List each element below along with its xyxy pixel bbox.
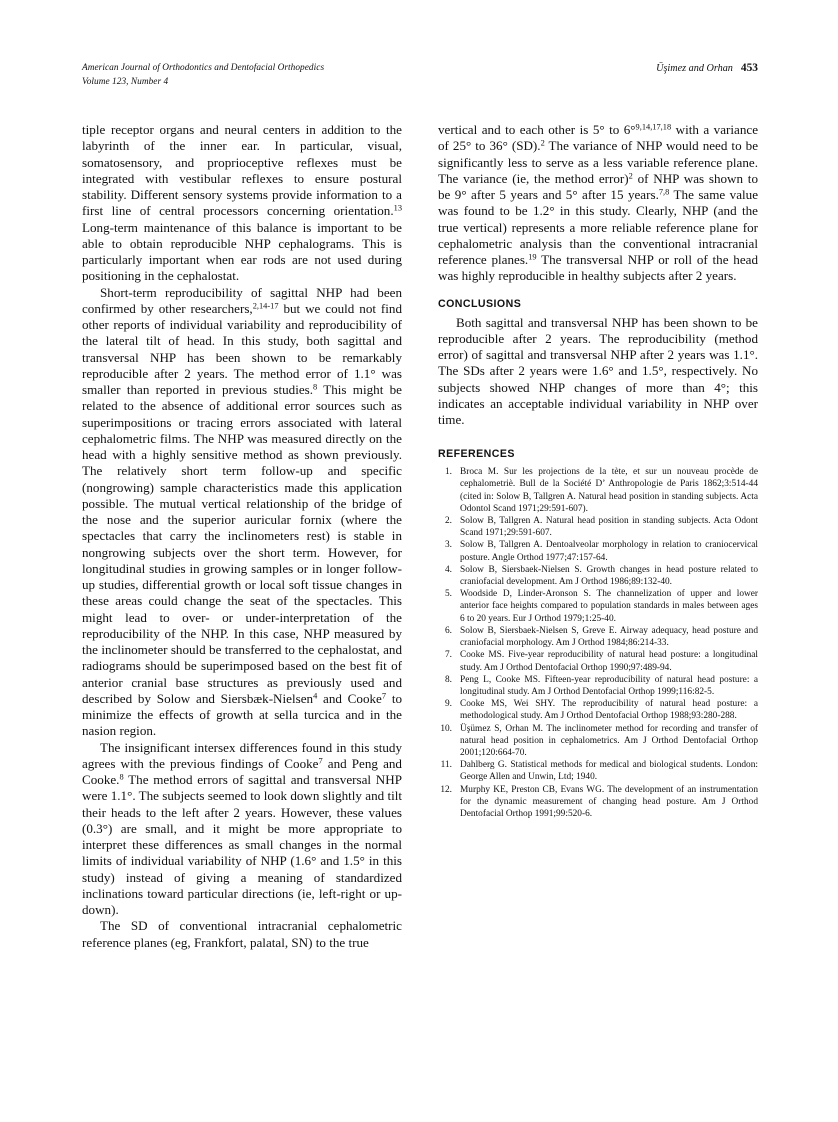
par-sd-conventional: The SD of conventional intracranial cephalometric reference planes (eg, Frankfort, palatal, SN) to the true xyxy=(82,918,402,950)
journal-title: American Journal of Orthodontics and Dentofacial Orthopedics xyxy=(82,63,325,73)
reference-item xyxy=(438,649,758,673)
reference-text: Üşümez S, Orhan M. The inclinometer method for recording and transfer of natural head position in cephalometrics. Am J Orthod Dentofacial Orthop 2001;120:664-70. xyxy=(460,723,758,758)
reference-list xyxy=(438,466,758,820)
reference-text: Solow B, Tallgren A. Natural head position in standing subjects. Acta Odont Scand 1971;29:591-607. xyxy=(460,516,758,539)
reference-text: Solow B, Siersbaek-Nielsen S, Greve E. Airway adequacy, head posture and craniofacial morphology. Am J Orthod 1984;86:214-33. xyxy=(460,625,758,649)
article-body xyxy=(82,122,758,1042)
reference-number: 7. xyxy=(444,650,452,661)
reference-text: Solow B, Siersbaek-Nielsen S. Growth changes in head posture related to craniofacial development. Am J Orthod 1986;89:132-40. xyxy=(460,564,758,588)
conclusions-heading: CONCLUSIONS xyxy=(438,297,522,310)
reference-number: 10. xyxy=(440,723,452,734)
reference-number: 12. xyxy=(440,784,452,795)
reference-number: 9. xyxy=(444,699,452,710)
running-head-journal xyxy=(82,62,324,89)
reference-item xyxy=(438,564,758,588)
reference-item xyxy=(438,674,758,698)
running-head xyxy=(82,62,758,89)
reference-text: Peng L, Cooke MS. Fifteen-year reproducibility of natural head posture: a longitudinal study. Am J Orthod Dentofacial Orthop 1999;116:82-5. xyxy=(460,674,758,697)
reference-text: Cooke MS, Wei SHY. The reproducibility of natural head posture: a methodological study. Am J Orthod Dentofacial Orthop 1988;93:280-288. xyxy=(460,699,758,722)
par-vertical-each-other: vertical and to each other is 5° to 6°$^{9,14,17,18}$ with a variance of 25° to 36° (SD).$^2$ The variance of NHP would need to be significantly less to serve as a less variable reference plane. The variance (ie, the method error)$^2$ of NHP was shown to be 9° after 5 years and 5° after 15 years.$^{7,8}$ The same value was found to be 1.2° in this study. Clearly, NHP (and the true vertical) represents a more reliable reference plane for cephalometric analysis than the conventional intracranial reference planes.$^{19}$ The transversal NHP or roll of the head was highly reproducible in healthy subjects after 2 years. xyxy=(438,122,759,284)
reference-text: Solow B, Tallgren A. Dentoalveolar morphology in relation to craniocervical posture. Angle Orthod 1977;47:157-64. xyxy=(460,540,758,563)
reference-item xyxy=(438,466,758,515)
reference-item xyxy=(438,588,758,625)
reference-item xyxy=(438,539,758,563)
reference-number: 5. xyxy=(444,589,452,600)
par-continuation-receptor-organs: tiple receptor organs and neural centers in addition to the labyrinth of the inner ear. In particular, visual, somatosensory, and proprioceptive reflexes must be integrated with vestibular reflexes to ensure postural stability. Different sensory systems provide information to a first line of central processors concerning orientation.$^{13}$ Long-term maintenance of this balance is important to be able to obtain reproducible NHP cephalograms. This is particularly important when ear rods are not used during positioning in the cephalostat. xyxy=(82,122,402,284)
par-conclusions-body: Both sagittal and transversal NHP has been shown to be reproducible after 2 years. The reproducibility (method error) of sagittal and transversal NHP after 2 years was 1.1°. The SDs after 2 years were 1.6° and 1.5°, respectively. No subjects showed NHP changes of more than 4°; this indicates an acceptable individual variability in NHP over time. xyxy=(438,314,758,427)
reference-number: 4. xyxy=(444,564,452,575)
reference-number: 8. xyxy=(444,674,452,685)
reference-number: 11. xyxy=(440,760,452,771)
par-insignificant-intersex: The insignificant intersex differences found in this study agrees with the previous findings of Cooke$^7$ and Peng and Cooke.$^8$ The method errors of sagittal and transversal NHP were 1.1°. The subjects seemed to look down slightly and tilt their heads to the left after 2 years. However, these values (0.3°) are small, and it might be more appropriate to interpret these differences as small changes in the normal limits of individual variability of NHP (1.6° and 1.5° in this study) instead of giving a meaning of standardized inclinations toward particular directions (ie, left-right or up-down). xyxy=(82,739,402,917)
references-heading: REFERENCES xyxy=(438,448,515,461)
page-number: 453 xyxy=(740,62,758,74)
reference-text: Murphy KE, Preston CB, Evans WG. The development of an instrumentation for the dynamic measurement of changing head posture. Am J Orthod Dentofacial Orthop 1991;99:520-6. xyxy=(460,784,758,819)
reference-item xyxy=(438,698,758,722)
reference-text: Dahlberg G. Statistical methods for medical and biological students. London: George Allen and Unwin, Ltd; 1940. xyxy=(460,760,758,783)
right-column xyxy=(438,122,758,1042)
reference-text: Broca M. Sur les projections de la tète, et sur un nouveau procède de cephalometriè. Bull de la Société D’ Anthropologie de Paris 1862;3:514-44 (cited in: Solow B, Tallgren A. Natural head position in standing subjects. Acta Odontol Scand 1971;29:591-607). xyxy=(460,467,758,514)
running-head-authors: Üşimez and Orhan xyxy=(656,63,733,74)
running-head-authors-page xyxy=(656,62,758,76)
reference-item xyxy=(438,515,758,539)
reference-item xyxy=(438,625,758,649)
left-column xyxy=(82,122,402,1042)
reference-text: Cooke MS. Five-year reproducibility of natural head posture: a longitudinal study. Am J Orthod Dentofacial Orthop 1990;97:489-94. xyxy=(460,650,758,673)
reference-item xyxy=(438,759,758,783)
journal-volume-issue: Volume 123, Number 4 xyxy=(82,76,169,87)
reference-number: 2. xyxy=(444,516,452,527)
reference-number: 3. xyxy=(444,540,452,551)
reference-number: 6. xyxy=(444,625,452,636)
reference-item xyxy=(438,723,758,760)
reference-item xyxy=(438,784,758,821)
reference-text: Woodside D, Linder-Aronson S. The channelization of upper and lower anterior face heights compared to population standards in males between ages 6 to 20 years. Eur J Orthod 1979;1:25-40. xyxy=(460,589,758,624)
reference-number: 1. xyxy=(444,467,452,478)
par-short-term-reproducibility: Short-term reproducibility of sagittal NHP had been confirmed by other researchers,$^{2,14-17}$ but we could not find other reports of individual variability and reproducibility of the lateral tilt of head. In this study, both sagittal and transversal NHP has been shown to be remarkably reproducible after 2 years. The method error of 1.1° was smaller than reported in previous studies.$^8$ This might be related to the absence of additional error sources such as superimpositions or tracing errors associated with lateral cephalometric films. The NHP was measured directly on the head with a highly sensitive method as shown previously. The relatively short term follow-up and specific (nongrowing) sample characteristics made this application possible. The mutual vertical relationship of the bridge of the nose and the superior auricular fornix (where the spectacles that carry the inclinometers rest) is stable in nongrowing subjects over the short term. However, for longitudinal studies in growing samples or in longer follow-up studies, differential growth or local soft tissue changes in these areas could change the seat of the spectacles. This might lead to over- or under-interpretation of the reproducibility of the NHP. In this case, NHP measured by the inclinometer should be transferred to the cephalostat, and radiograms should be superimposed based on the best fit of anterior cranial base structures as previously used and described by Solow and Siersbæk-Nielsen$^4$ and Cooke$^7$ to minimize the effects of growth at sella turcica and in the nasion region. xyxy=(82,284,403,739)
